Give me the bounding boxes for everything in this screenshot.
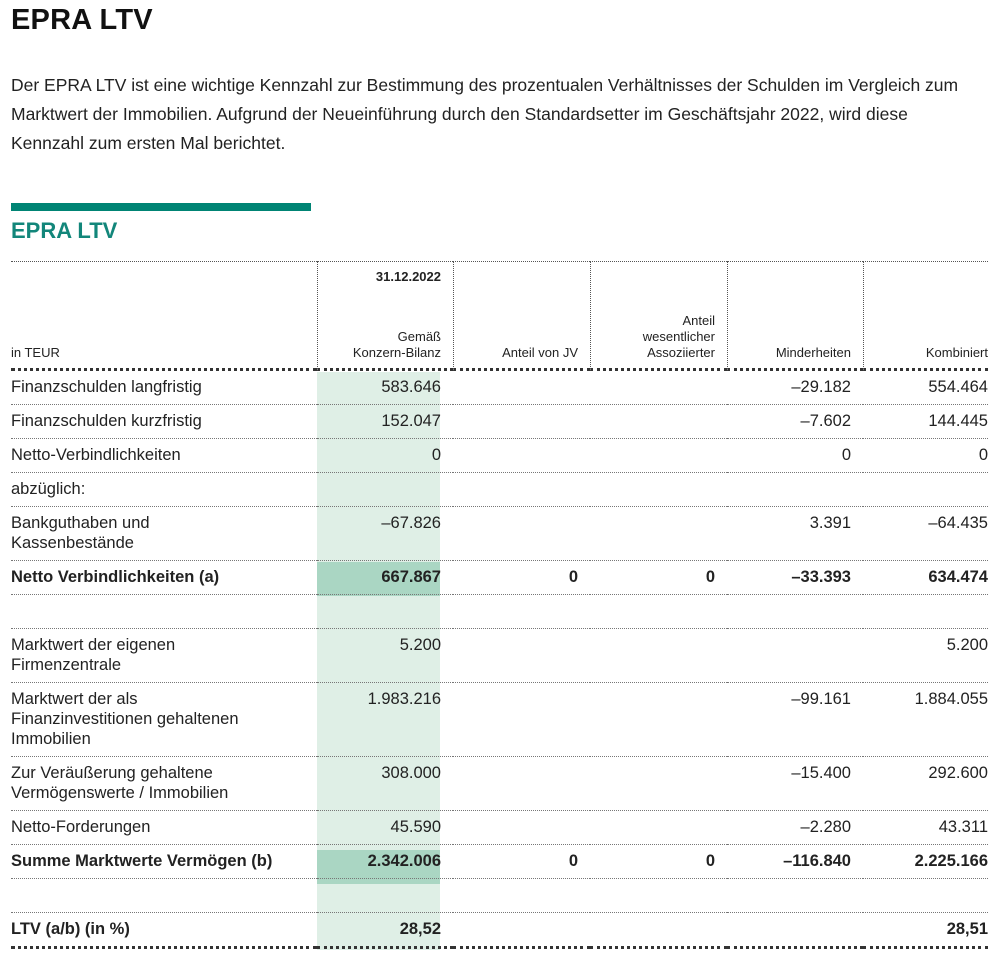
date-label: 31.12.2022 (375, 269, 441, 284)
table-row: Marktwert der als Finanzinvestitionen gehaltenen Immobilien 1.983.216 –99.161 1.884.055 (11, 683, 988, 757)
table-row: Marktwert der eigenen Firmenzentrale 5.200 5.200 (11, 629, 988, 683)
table-row-total: Summe Marktwerte Vermögen (b) 2.342.006 0 0 –116.840 2.225.166 (11, 845, 988, 879)
row-label: Netto-Verbindlichkeiten (11, 446, 181, 464)
table-row: Finanzschulden kurzfristig 152.047 –7.602 144.445 (11, 405, 988, 439)
table-row: Netto-Verbindlichkeiten 0 0 0 (11, 439, 988, 473)
table-row-spacer (11, 879, 988, 913)
intro-paragraph: Der EPRA LTV ist eine wichtige Kennzahl zur Bestimmung des prozentualen Verhältnisses der Schulden im Vergleich zum Marktwert der Immobilien. Aufgrund der Neueinführung durch den Standardsetter im Geschäftsjahr 2022, wird diese Kennzahl zum ersten Mal berichtet. (11, 75, 959, 153)
page-title: EPRA LTV (11, 4, 153, 36)
table-row: Bankguthaben und Kassenbestände –67.826 3.391 –64.435 (11, 507, 988, 561)
row-label: LTV (a/b) (in %) (11, 920, 130, 938)
table-row-subtotal: Netto Verbindlichkeiten (a) 667.867 0 0 –33.393 634.474 (11, 561, 988, 595)
row-label: Netto Verbindlichkeiten (a) (11, 568, 220, 586)
row-label: Finanzschulden kurzfristig (11, 412, 202, 430)
column-header-assoziierte: Anteil wesentlicher Assoziierter (590, 261, 727, 371)
column-header-anteil-jv: Anteil von JV (453, 261, 590, 371)
table-row: Finanzschulden langfristig 583.646 –29.182 554.464 (11, 371, 988, 405)
column-header-konzern-bilanz: 31.12.2022 Gemäß Konzern-Bilanz (317, 261, 453, 371)
table-title: EPRA LTV (11, 218, 118, 243)
table-row: Zur Veräußerung gehaltene Vermögenswerte / Immobilien 308.000 –15.400 292.600 (11, 757, 988, 811)
column-header-minderheiten: Minderheiten (727, 261, 863, 371)
unit-label: in TEUR (11, 261, 317, 371)
row-label: Bankguthaben und Kassenbestände (11, 514, 150, 552)
table-row-ltv: LTV (a/b) (in %) 28,52 28,51 (11, 913, 988, 949)
epra-ltv-table (11, 261, 988, 949)
row-label: Marktwert der als Finanzinvestitionen gehaltenen Immobilien (11, 690, 239, 748)
row-label: Netto-Forderungen (11, 818, 151, 836)
table-row: Netto-Forderungen 45.590 –2.280 43.311 (11, 811, 988, 845)
table-row-spacer (11, 595, 988, 629)
row-label: Summe Marktwerte Vermögen (b) (11, 852, 273, 870)
row-label: Zur Veräußerung gehaltene Vermögenswerte / Immobilien (11, 764, 229, 802)
row-label: Finanzschulden langfristig (11, 378, 202, 396)
column-header-kombiniert: Kombiniert (863, 261, 988, 371)
row-label: abzüglich: (11, 480, 86, 498)
row-label: Marktwert der eigenen Firmenzentrale (11, 636, 176, 674)
section-accent-bar (11, 203, 311, 211)
table-row (11, 473, 988, 507)
